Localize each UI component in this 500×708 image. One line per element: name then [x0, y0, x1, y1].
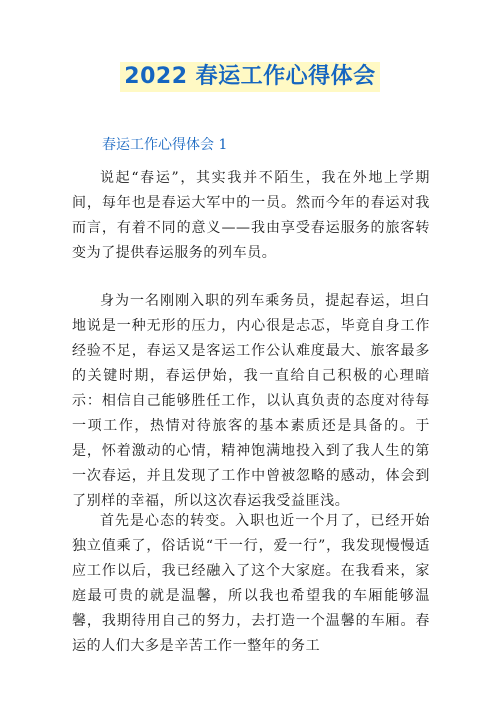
title-container [0, 62, 500, 92]
paragraph-2: 身为一名刚刚入职的列车乘务员，提起春运，坦白地说是一种无形的压力，内心很是忐忑，毕竟自身工作经验不足，春运又是客运工作公认难度最大、旅客最多的关键时期，春运伊始，我一直给自己积极的心理暗示：相信自己能够胜任工作，以认真负责的态度对待每一项工作，热情对待旅客的基本素质还是具备的。于是，怀着激动的心情，精神饱满地投入到了我人生的第一次春运，并且发现了工作中曾被忽略的感动，体会到了别样的幸福，所以这次春运我受益匪浅。 [72, 293, 430, 509]
document-title: 2022 春运工作心得体会 [120, 62, 379, 92]
paragraph-1: 说起“春运”，其实我并不陌生，我在外地上学期间，每年也是春运大军中的一员。然而今年的春运对我而言，有着不同的意义——我由享受春运服务的旅客转变为了提供春运服务的列车员。 [72, 170, 430, 261]
section-heading: 春运工作心得体会 1 [102, 137, 228, 153]
paragraph-3: 首先是心态的转变。入职也近一个月了，已经开始独立值乘了，俗话说“干一行，爱一行”，我发现慢慢适应工作以后，我已经融入了这个大家庭。在我看来，家庭最可贵的就是温馨，所以我也希望我的车厢能够温馨，我期待用自己的努力，去打造一个温馨的车厢。春运的人们大多是辛苦工作一整年的务工 [72, 513, 430, 654]
